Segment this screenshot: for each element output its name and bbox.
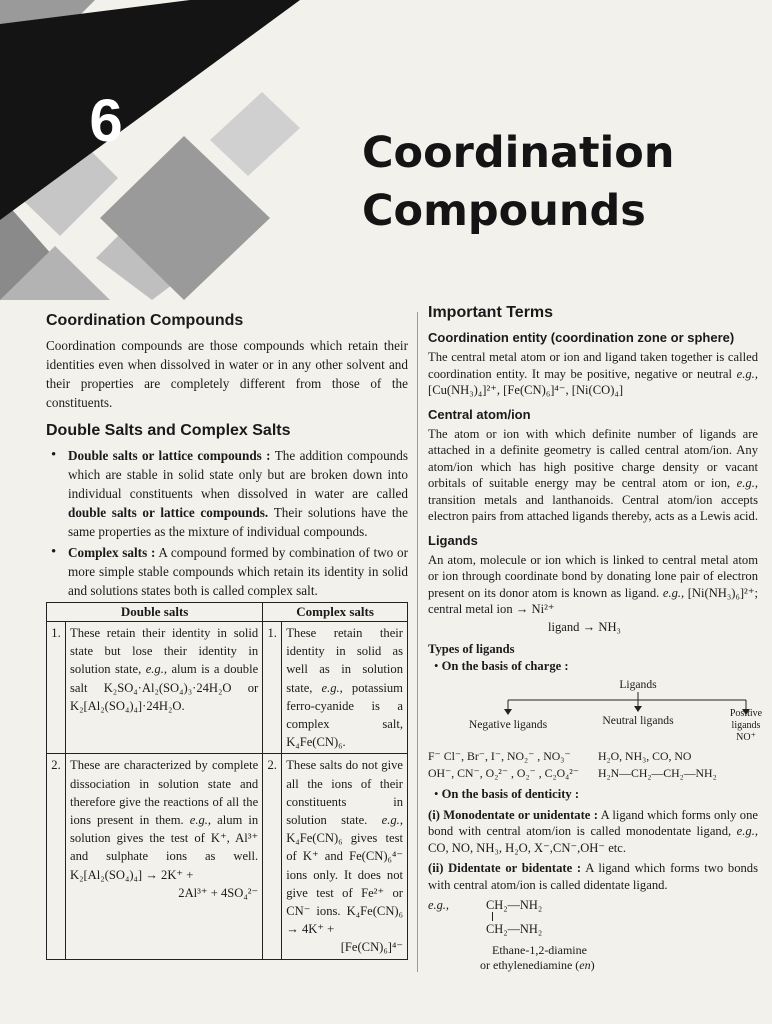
row-number: 2.: [47, 754, 66, 959]
header-double-salts: Double salts: [47, 603, 263, 622]
cell-text: alum in solution gives the test of K⁺, Al³⁺ and sulphate ions as well.: [70, 813, 259, 864]
table-header-row: [47, 603, 408, 622]
tree-positive-label: Positive ligands: [729, 708, 763, 731]
bond-line: [492, 912, 493, 921]
tree-positive-example: NO⁺: [736, 732, 756, 743]
term-eg: e.g.,: [736, 366, 758, 381]
negative-ligands-row1: F⁻ Cl⁻, Br⁻, I⁻, NO₂⁻ , NO₃⁻: [428, 749, 571, 763]
section-heading-coordination-compounds: Coordination Compounds: [46, 312, 244, 329]
term-examples: CO, NO, NH₃, H₂O, X⁻,CN⁻,OH⁻ etc.: [428, 840, 627, 855]
formula-line1: CH₂—NH₂: [486, 898, 543, 912]
term-eg: e.g.,: [736, 824, 758, 838]
table-cell-double-2: [66, 754, 263, 959]
types-heading: Types of ligands: [428, 642, 515, 656]
term-text: A ligand which forms two bonds with central atom/ion is called didentate ligand.: [428, 861, 758, 892]
arrow-down-icon: [504, 709, 512, 715]
salts-bullet-list: [46, 446, 408, 600]
cell-eg: e.g.,: [189, 813, 212, 828]
ligand-examples: [428, 748, 758, 782]
table-cell-complex-1: [282, 622, 408, 754]
ligand-row-1: [428, 748, 758, 765]
cell-equation: [Fe(CN)₆]⁴⁻: [340, 940, 403, 955]
arrow-down-icon: [634, 706, 642, 712]
compound-alt-name: [480, 958, 758, 973]
cell-formula: K₂SO₄·Al₂(SO₄)₃·24H₂O: [103, 680, 232, 695]
ethylenediamine-structure: [428, 897, 758, 937]
alt-name-text: or ethylenediamine (: [480, 958, 580, 972]
cell-eg: e.g.,: [145, 662, 168, 677]
bullet-double-salts: [46, 446, 408, 541]
chapter-title-line2: Compounds: [362, 186, 646, 236]
double-salts-text: The addition compounds which are stable in solid state only but are broken down into individual constituents when dissolved in water are called: [68, 448, 408, 501]
basis-charge-line: • On the basis of charge :: [434, 658, 569, 673]
table-cell-double-1: [66, 622, 263, 754]
term-examples: [Cu(NH₃)₄]²⁺, [Fe(CN)₆]⁴⁻, [Ni(CO)₄]: [428, 383, 624, 397]
monodentate-term: Monodentate or unidentate :: [443, 807, 598, 822]
cell-text: K₄Fe(CN)₆ gives test of K⁺ and Fe(CN)₆⁴⁻ ions only. It does not give test of Fe²⁺ or CN⁻ ions.: [286, 831, 403, 919]
term-text: A ligand which forms only one bond with central atom/ion is called monodentate ligand,: [428, 807, 758, 838]
term-eg: e.g.,: [428, 898, 449, 912]
cell-equation: 2Al³⁺ + 4SO₄²⁻: [178, 885, 259, 900]
basis-charge: On the basis of charge :: [441, 658, 569, 673]
didentate-text: [428, 860, 758, 893]
left-column: [46, 312, 408, 960]
double-salts-bold: double salts or lattice compounds.: [68, 505, 269, 520]
central-atom-text: [428, 426, 758, 525]
cell-eg: e.g.,: [321, 680, 343, 695]
didentate-term: Didentate or bidentate :: [448, 861, 582, 875]
cell-equation: K₂[Al₂(SO₄)₄] → 2K⁺ +: [70, 867, 194, 882]
term-text: An atom, molecule or ion which is linked to central metal atom or ion through coordinate bond by donating lone pair of electron present on its donor atom is known as ligand.: [428, 552, 758, 600]
negative-ligands-row2: OH⁻, CN⁻, O₂²⁻ , O₂⁻ , C₂O₄²⁻: [428, 766, 580, 780]
term-text: The central metal atom or ion and ligand taken together is called coordination entity. It may be positive, negative or neutral: [428, 350, 758, 381]
term-heading-central-atom: Central atom/ion: [428, 406, 531, 422]
term-heading-ligands: Ligands: [428, 532, 478, 548]
cell-text: These salts do not give all the ions of their constituents in solution state.: [286, 758, 403, 828]
coordination-entity-text: [428, 349, 758, 399]
header-complex-salts: Complex salts: [263, 603, 408, 622]
bullet-complex-salts: [46, 543, 408, 600]
double-salts-term: Double salts or lattice compounds :: [68, 448, 271, 463]
complex-salts-text: A compound formed by combination of two or more simple stable compounds which retain its identity in solid and solutions states both is called complex salt.: [68, 545, 408, 598]
alt-name-text: ): [590, 958, 595, 972]
tree-neutral-label: Neutral ligands: [602, 714, 674, 727]
cell-text: These are characterized by complete dissociation in solution state and therefore give the reactions of all the ions present in them.: [70, 758, 259, 828]
row-number: 1.: [263, 622, 282, 754]
cell-text: or: [247, 680, 259, 695]
cell-text: These retain their identity in solid as well as in solution state,: [286, 626, 403, 695]
ligand-tree-diagram: [428, 678, 763, 748]
salts-comparison-table: [46, 602, 408, 960]
item-number: (i): [428, 807, 440, 822]
neutral-ligands-row2: H₂N—CH₂—CH₂—NH₂: [598, 766, 717, 780]
chapter-number: 6: [89, 87, 123, 154]
ligands-text: [428, 552, 758, 618]
term-eg: e.g.,: [736, 476, 758, 490]
cell-formula: K₂[Al₂(SO₄)₄]·24H₂O.: [70, 698, 185, 713]
tree-negative-label: Negative ligands: [468, 718, 548, 731]
coordination-compounds-definition: Coordination compounds are those compounds which retain their identities even when dissolved in water or in any other solvent and their properties are completely different from those of the constituents.: [46, 338, 408, 410]
cell-eg: e.g.,: [381, 813, 403, 828]
cell-text: alum is a double salt: [70, 662, 259, 695]
right-column: [428, 304, 763, 973]
basis-denticity-line: • On the basis of denticity :: [434, 787, 580, 801]
chapter-title-line1: Coordination: [362, 128, 675, 178]
term-heading-coordination-entity: Coordination entity (coordination zone or sphere): [428, 330, 735, 345]
types-of-ligands-heading: [428, 641, 758, 658]
ethylenediamine-name: [480, 943, 758, 973]
term-examples: [Ni(NH₃)₆]²⁺; central metal ion → Ni²⁺: [428, 585, 758, 616]
important-terms-heading: Important Terms: [428, 304, 554, 321]
formula-line2: CH₂—NH₂: [486, 922, 543, 936]
cell-equation: K₄Fe(CN)₆ → 4K⁺ +: [286, 904, 403, 937]
double-salts-text2: Their solutions have the same properties as the mixture of individual compounds.: [68, 505, 408, 539]
row-number: 1.: [47, 622, 66, 754]
cell-text: These retain their identity in solid state but lose their identity in solution state,: [70, 626, 259, 677]
monodentate-text: [428, 807, 758, 857]
compound-name: Ethane-1,2-diamine: [492, 943, 587, 957]
row-number: 2.: [263, 754, 282, 959]
chapter-title: [362, 124, 674, 240]
basis-denticity: On the basis of denticity :: [441, 787, 580, 801]
neutral-ligands-row1: H₂O, NH₃, CO, NO: [598, 749, 692, 763]
section-heading-double-complex-salts: Double Salts and Complex Salts: [46, 422, 291, 439]
table-cell-complex-2: [282, 754, 408, 959]
complex-salts-term: Complex salts :: [68, 545, 156, 560]
column-divider: [417, 312, 418, 972]
chapter-banner: [0, 0, 768, 300]
table-row: [47, 622, 408, 754]
cell-text: potassium ferro-cyanide is a complex salt, K₄Fe(CN)₆.: [286, 680, 403, 750]
alt-name-abbr: en: [579, 958, 591, 972]
table-row: [47, 754, 408, 959]
term-text: The atom or ion with which definite number of ligands are attached in a definite geometry is called central atom/ion. Any atom/ion which has high positive charge density or vacant orbitals of suitable energy may be central atom or ion,: [428, 426, 758, 490]
term-eg: e.g.,: [662, 585, 685, 600]
item-number: (ii): [428, 861, 444, 875]
tree-root-label: Ligands: [619, 678, 657, 691]
ligand-row-2: [428, 765, 758, 782]
ligands-example-line2: ligand → NH₃: [548, 619, 621, 634]
term-text: transition metals and lanthanoids. Central atom/ion accepts electron pairs from attached ligands thereby, acts as a Lewis acid.: [428, 492, 758, 523]
